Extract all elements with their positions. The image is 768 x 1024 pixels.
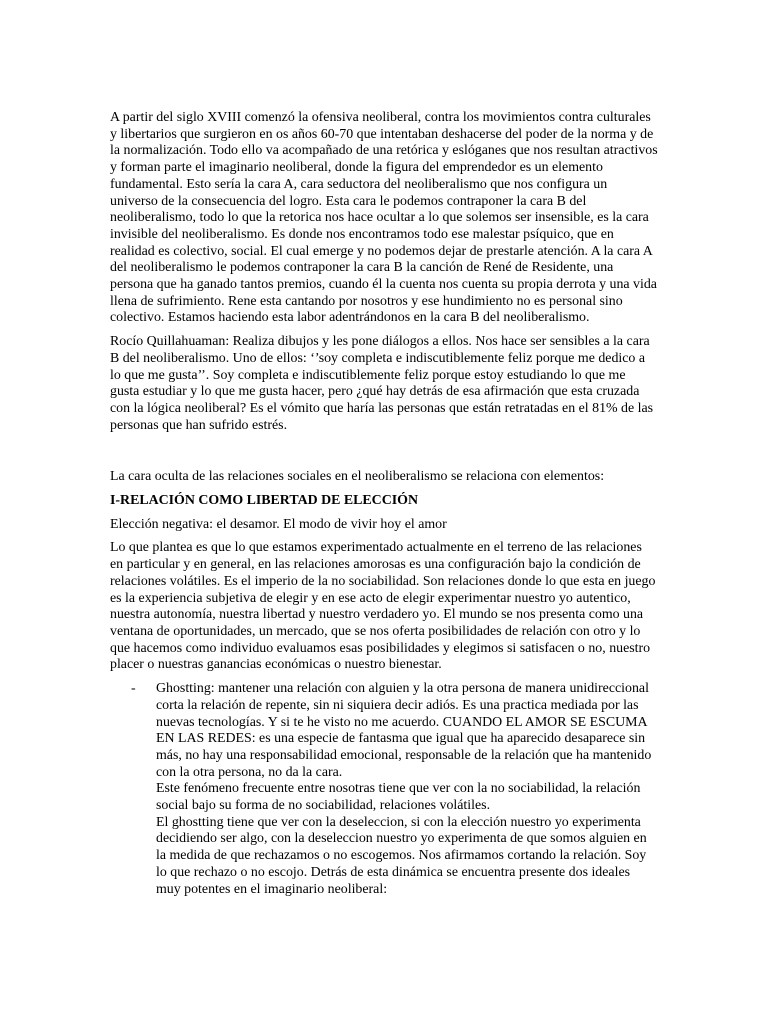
dash-bullet: - [131, 681, 136, 697]
list-item-phenomenon: Este fenómeno frecuente entre nosotras tiene que ver con la no sociabilidad, la relación social bajo su forma de no sociabilidad, relaciones volátiles. [156, 781, 641, 814]
paragraph-rocio-quillahuaman: Rocío Quillahuaman: Realiza dibujos y les pone diálogos a ellos. Nos hace ser sensibles a la cara B del neoliberalismo. Uno de ellos: ‘’soy completa e indiscutiblemente feliz porque me dedico a lo que me gusta’’. Soy completa e indiscutiblemente feliz porque estoy estudiando lo que me gusta estudiar y lo que me gusta hacer, pero ¿qué hay detrás de esa afirmación que esta cruzada con la lógica neoliberal? Es el vómito que haría las personas que están retratadas en el 81% de las personas que han sufrido estrés. [110, 334, 654, 433]
section-subheading: Elección negativa: el desamor. El modo de vivir hoy el amor [110, 516, 447, 532]
list-item-deselection: El ghostting tiene que ver con la deseleccion, si con la elección nuestro yo experimenta decidiendo ser algo, con la deseleccion nuestro yo experimenta de que somos alguien en la medida de que rechazamos o no escogemos. Nos afirmamos cortando la relación. Soy lo que rechazo o no escojo. Detrás de esta dinámica se encuentra presente dos ideales muy potentes en el imaginario neoliberal: [156, 814, 647, 897]
paragraph-hidden-face: La cara oculta de las relaciones sociales en el neoliberalismo se relaciona con elementos: [110, 469, 605, 485]
section-heading: I-RELACIÓN COMO LIBERTAD DE ELECCIÓN [110, 493, 418, 509]
document-page [110, 110, 658, 898]
list-item-ghosting: Ghostting: mantener una relación con alguien y la otra persona de manera unidireccional corta la relación de repente, sin ni siquiera decir adiós. Es una practica mediada por las nuevas tecnologías. Y si te he visto no me acuerdo. CUANDO EL AMOR SE ESCUMA EN LAS REDES: es una especie de fantasma que igual que ha aparecido desaparece sin más, no hay una responsabilidad emocional, responsable de la relación que ha mantenido con la otra persona, no da la cara. [156, 681, 652, 780]
list-item [110, 681, 658, 898]
blank-line [110, 441, 658, 469]
paragraph-relations-body: Lo que plantea es que lo que estamos experimentado actualmente en el terreno de las relaciones en particular y en general, en las relaciones amorosas es una configuración bajo la condición de relaciones volátiles. Es el imperio de la no sociabilidad. Son relaciones donde lo que esta en juego es la experiencia subjetiva de elegir y en ese acto de elegir experimentar nuestro yo autentico, nuestra autonomía, nuestra libertad y nuestro verdadero yo. El mundo se nos presenta como una ventana de oportunidades, un mercado, que se nos oferta posibilidades de relación con otro y lo que hacemos como individuo evaluamos esas posibilidades y elegimos si satisfacen o no, nuestro placer o nuestras ganancias económicas o nuestro bienestar. [110, 540, 656, 673]
bullet-list [110, 681, 658, 898]
paragraph-neoliberal-offensive: A partir del siglo XVIII comenzó la ofensiva neoliberal, contra los movimientos contra culturales y libertarios que surgieron en os años 60-70 que intentaban deshacerse del poder de la norma y de la normalización. Todo ello va acompañado de una retórica y eslóganes que nos resultan atractivos y forman parte el imaginario neoliberal, donde la figura del emprendedor es un elemento fundamental. Esto sería la cara A, cara seductora del neoliberalismo que nos configura un universo de la consecuencia del logro. Esta cara le podemos contraponer la cara B del neoliberalismo, todo lo que la retorica nos hace ocultar a lo que solemos ser insensible, es la cara invisible del neoliberalismo. Es donde nos encontramos todo ese malestar psíquico, que en realidad es colectivo, social. El cual emerge y no podemos dejar de prestarle atención. A la cara A del neoliberalismo le podemos contraponer la cara B la canción de René de Residente, una persona que ha ganado tantos premios, cuando él la cuenta nos cuenta su propia derrota y una vida llena de sufrimiento. Rene esta cantando por nosotros y ese hundimiento no es personal sino colectivo. Estamos haciendo esta labor adentrándonos en la cara B del neoliberalismo. [110, 110, 658, 326]
